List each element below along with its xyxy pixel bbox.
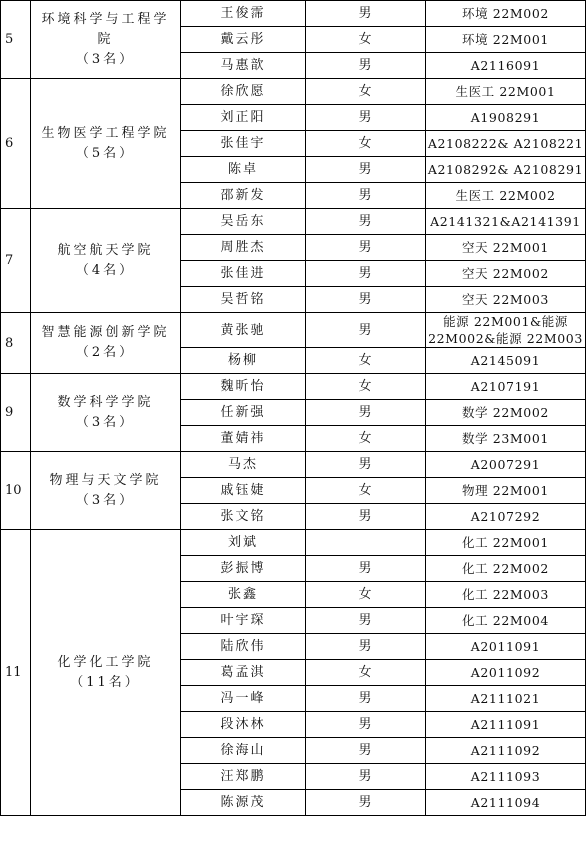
class-id: A2007291 — [426, 452, 586, 478]
class-id: A2011092 — [426, 660, 586, 686]
class-id: A2145091 — [426, 348, 586, 374]
class-id: 生医工 22M002 — [426, 183, 586, 209]
student-gender: 男 — [306, 261, 426, 287]
student-name: 陆欣伟 — [181, 634, 306, 660]
class-id: 生医工 22M001 — [426, 79, 586, 105]
student-name: 张鑫 — [181, 582, 306, 608]
college-count: （2名） — [75, 345, 136, 360]
student-name: 吴哲铭 — [181, 287, 306, 313]
college-cell — [31, 1, 181, 79]
table-row — [1, 1, 586, 27]
college-name: 生物医学工程学院 — [41, 125, 170, 141]
class-id: 环境 22M002 — [426, 1, 586, 27]
college-cell — [31, 452, 181, 530]
student-name: 徐欣愿 — [181, 79, 306, 105]
student-name: 马惠歆 — [181, 53, 306, 79]
student-name: 周胜杰 — [181, 235, 306, 261]
student-name: 戴云彤 — [181, 27, 306, 53]
class-id: A2108292& A2108291 — [426, 157, 586, 183]
student-gender: 女 — [306, 660, 426, 686]
class-id: 数学 23M001 — [426, 426, 586, 452]
college-cell — [31, 313, 181, 374]
class-id: 化工 22M004 — [426, 608, 586, 634]
student-name: 张佳宇 — [181, 131, 306, 157]
student-gender: 男 — [306, 452, 426, 478]
student-gender: 男 — [306, 764, 426, 790]
student-gender: 男 — [306, 738, 426, 764]
class-id: A2111091 — [426, 712, 586, 738]
college-cell — [31, 209, 181, 313]
college-count: （3名） — [75, 492, 136, 508]
student-gender: 女 — [306, 374, 426, 400]
college-cell — [31, 530, 181, 816]
student-gender: 女 — [306, 348, 426, 374]
college-name: 航空航天学院 — [57, 242, 154, 258]
student-name: 段沐林 — [181, 712, 306, 738]
group-index: 7 — [1, 209, 31, 313]
class-id: A2141321&A2141391 — [426, 209, 586, 235]
college-count: （3名） — [75, 51, 136, 67]
class-id: A2111094 — [426, 790, 586, 816]
class-id: 空天 22M003 — [426, 287, 586, 313]
class-id: A2108222& A2108221 — [426, 131, 586, 157]
college-name: 数学科学学院 — [57, 394, 154, 410]
class-id: 空天 22M001 — [426, 235, 586, 261]
student-name: 张文铭 — [181, 504, 306, 530]
class-id: 环境 22M001 — [426, 27, 586, 53]
class-id: 化工 22M002 — [426, 556, 586, 582]
student-gender: 女 — [306, 79, 426, 105]
student-name: 葛孟淇 — [181, 660, 306, 686]
college-count: （11名） — [70, 674, 141, 690]
college-cell — [31, 79, 181, 209]
class-id: A2116091 — [426, 53, 586, 79]
table-row — [1, 313, 586, 348]
class-id: A2107191 — [426, 374, 586, 400]
student-gender: 男 — [306, 608, 426, 634]
class-id: 数学 22M002 — [426, 400, 586, 426]
group-index: 11 — [1, 530, 31, 816]
table-row — [1, 530, 586, 556]
college-name: 化学化工学院 — [57, 654, 154, 670]
student-gender: 男 — [306, 712, 426, 738]
class-id: A2011091 — [426, 634, 586, 660]
table-row — [1, 79, 586, 105]
student-gender: 男 — [306, 53, 426, 79]
student-name: 徐海山 — [181, 738, 306, 764]
student-gender: 女 — [306, 478, 426, 504]
student-name: 邵新发 — [181, 183, 306, 209]
college-name: 环境科学与工程学院 — [41, 11, 170, 47]
student-gender: 男 — [306, 634, 426, 660]
student-name: 陈卓 — [181, 157, 306, 183]
table-row — [1, 209, 586, 235]
student-name: 董婧祎 — [181, 426, 306, 452]
college-name: 智慧能源创新学院 — [41, 325, 170, 340]
student-name: 王俊霈 — [181, 1, 306, 27]
student-gender: 男 — [306, 1, 426, 27]
student-name: 魏昕怡 — [181, 374, 306, 400]
college-count: （5名） — [75, 145, 136, 161]
group-index: 9 — [1, 374, 31, 452]
student-name: 叶宇琛 — [181, 608, 306, 634]
student-name: 彭振博 — [181, 556, 306, 582]
student-gender: 男 — [306, 235, 426, 261]
student-name: 陈源茂 — [181, 790, 306, 816]
student-gender: 男 — [306, 209, 426, 235]
student-gender: 男 — [306, 183, 426, 209]
student-gender: 女 — [306, 131, 426, 157]
student-gender: 男 — [306, 556, 426, 582]
student-gender — [306, 530, 426, 556]
student-gender: 女 — [306, 426, 426, 452]
college-count: （3名） — [75, 414, 136, 430]
student-gender: 男 — [306, 504, 426, 530]
table-row — [1, 452, 586, 478]
student-name: 黄张驰 — [181, 313, 306, 348]
class-id: 能源 22M001&能源 22M002&能源 22M003 — [426, 313, 586, 348]
group-index: 8 — [1, 313, 31, 374]
class-id: A2111021 — [426, 686, 586, 712]
group-index: 6 — [1, 79, 31, 209]
student-gender: 女 — [306, 582, 426, 608]
student-gender: 男 — [306, 400, 426, 426]
student-name: 吴岳东 — [181, 209, 306, 235]
student-gender: 男 — [306, 105, 426, 131]
class-id: 物理 22M001 — [426, 478, 586, 504]
student-gender: 男 — [306, 686, 426, 712]
class-id: A2111092 — [426, 738, 586, 764]
student-name: 戚钰婕 — [181, 478, 306, 504]
student-name: 刘斌 — [181, 530, 306, 556]
student-gender: 男 — [306, 790, 426, 816]
class-id: 化工 22M003 — [426, 582, 586, 608]
table-row — [1, 374, 586, 400]
student-name: 杨柳 — [181, 348, 306, 374]
student-gender: 男 — [306, 313, 426, 348]
student-name: 任新强 — [181, 400, 306, 426]
student-gender: 男 — [306, 287, 426, 313]
class-id: 空天 22M002 — [426, 261, 586, 287]
student-gender: 女 — [306, 27, 426, 53]
table-body — [1, 1, 586, 816]
class-id: 化工 22M001 — [426, 530, 586, 556]
group-index: 10 — [1, 452, 31, 530]
student-gender: 男 — [306, 157, 426, 183]
college-count: （4名） — [75, 262, 136, 278]
group-index: 5 — [1, 1, 31, 79]
student-name: 汪郑鹏 — [181, 764, 306, 790]
college-cell — [31, 374, 181, 452]
college-name: 物理与天文学院 — [49, 472, 162, 488]
class-id: A2107292 — [426, 504, 586, 530]
student-name: 冯一峰 — [181, 686, 306, 712]
student-name: 马杰 — [181, 452, 306, 478]
student-name: 刘正阳 — [181, 105, 306, 131]
class-id: A2111093 — [426, 764, 586, 790]
class-id: A1908291 — [426, 105, 586, 131]
student-name: 张佳进 — [181, 261, 306, 287]
